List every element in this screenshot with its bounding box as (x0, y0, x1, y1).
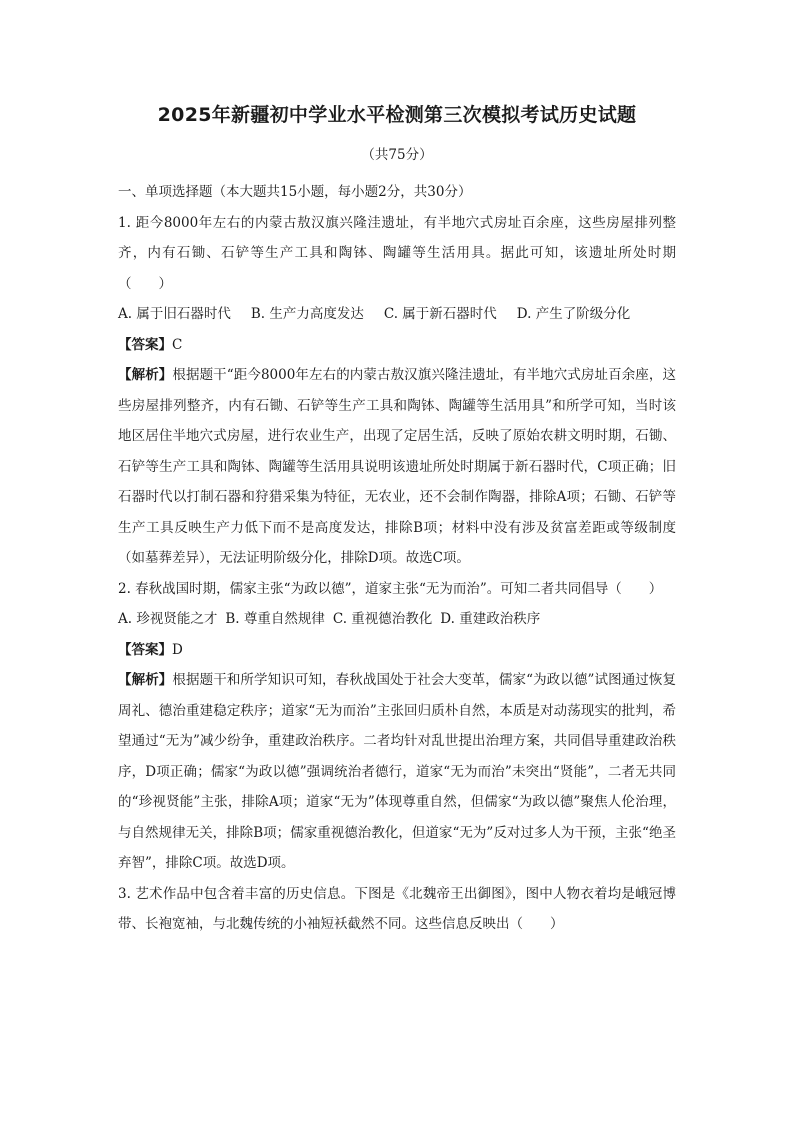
answer-value: C (172, 336, 183, 353)
question-1-option-a: A. 属于旧石器时代 (118, 306, 231, 322)
question-1-options (118, 299, 676, 330)
question-1-option-c: C. 属于新石器时代 (383, 306, 497, 322)
answer-tag: 【答案】 (118, 336, 172, 353)
analysis-text: 根据题干和所学知识可知，春秋战国处于社会大变革，儒家“为政以德”试图通过恢复周礼、德治重建稳定秩序；道家“无为而治”主张回归质朴自然，本质是对动荡现实的批判，希望通过“无为”减少纷争，重建政治秩序。二者均针对乱世提出治理方案，共同倡导重建政治秩序，D项正确；儒家“为政以德”强调统治者德行，道家“无为而治”未突出“贤能”，二者无共同的“珍视贤能”主张，排除A项；道家“无为”体现尊重自然，但儒家“为政以德”聚焦人伦治理，与自然规律无关，排除B项；儒家重视德治教化，但道家“无为”反对过多人为干预，主张“绝圣弃智”，排除C项。故选D项。 (118, 672, 677, 871)
question-2-options (118, 604, 676, 635)
page-title: 2025年新疆初中学业水平检测第三次模拟考试历史试题 (157, 104, 637, 126)
question-2-option-c: C. 重视德治教化 (332, 611, 433, 627)
total-score: （共75分） (361, 147, 433, 163)
answer-value: D (172, 641, 183, 658)
answer-tag: 【答案】 (118, 641, 172, 658)
question-1-option-d: D. 产生了阶级分化 (516, 306, 631, 322)
analysis-tag: 【解析】 (118, 672, 173, 688)
analysis-tag: 【解析】 (118, 367, 173, 383)
question-2-answer (118, 635, 676, 666)
question-1-analysis (118, 360, 676, 574)
question-3-stem: 3. 艺术作品中包含着丰富的历史信息。下图是《北魏帝王出御图》，图中人物衣着均是峨冠博带、长袍宽袖，与北魏传统的小袖短袄截然不同。这些信息反映出（ ） (118, 885, 676, 932)
question-1-stem: 1. 距今8000年左右的内蒙古敖汉旗兴隆洼遗址，有半地穴式房址百余座，这些房屋排列整齐，内有石锄、石铲等生产工具和陶钵、陶罐等生活用具。据此可知，该遗址所处时期（ ） (118, 214, 676, 292)
question-2-option-a: A. 珍视贤能之才 (118, 611, 218, 627)
question-1-answer (118, 330, 676, 361)
analysis-text: 根据题干“距今8000年左右的内蒙古敖汉旗兴隆洼遗址，有半地穴式房址百余座，这些房屋排列整齐，内有石锄、石铲等生产工具和陶钵、陶罐等生活用具”和所学可知，当时该地区居住半地穴式房屋，进行农业生产，出现了定居生活，反映了原始农耕文明时期，石锄、石铲等生产工具和陶钵、陶罐等生活用具说明该遗址所处时期属于新石器时代，C项正确；旧石器时代以打制石器和狩猎采集为特征，无农业，还不会制作陶器，排除A项；石锄、石铲等生产工具反映生产力低下而不是高度发达，排除B项；材料中没有涉及贫富差距或等级制度（如墓葬差异），无法证明阶级分化，排除D项。故选C项。 (118, 367, 676, 566)
question-1-option-b: B. 生产力高度发达 (250, 306, 364, 322)
question-2-option-d: D. 重建政治秩序 (440, 611, 541, 627)
question-2-option-b: B. 尊重自然规律 (225, 611, 325, 627)
question-2-analysis (118, 665, 676, 879)
question-2-stem: 2. 春秋战国时期，儒家主张“为政以德”，道家主张“无为而治”。可知二者共同倡导（ ） (118, 580, 663, 597)
section-heading: 一、单项选择题（本大题共15小题，每小题2分，共30分） (118, 184, 472, 200)
